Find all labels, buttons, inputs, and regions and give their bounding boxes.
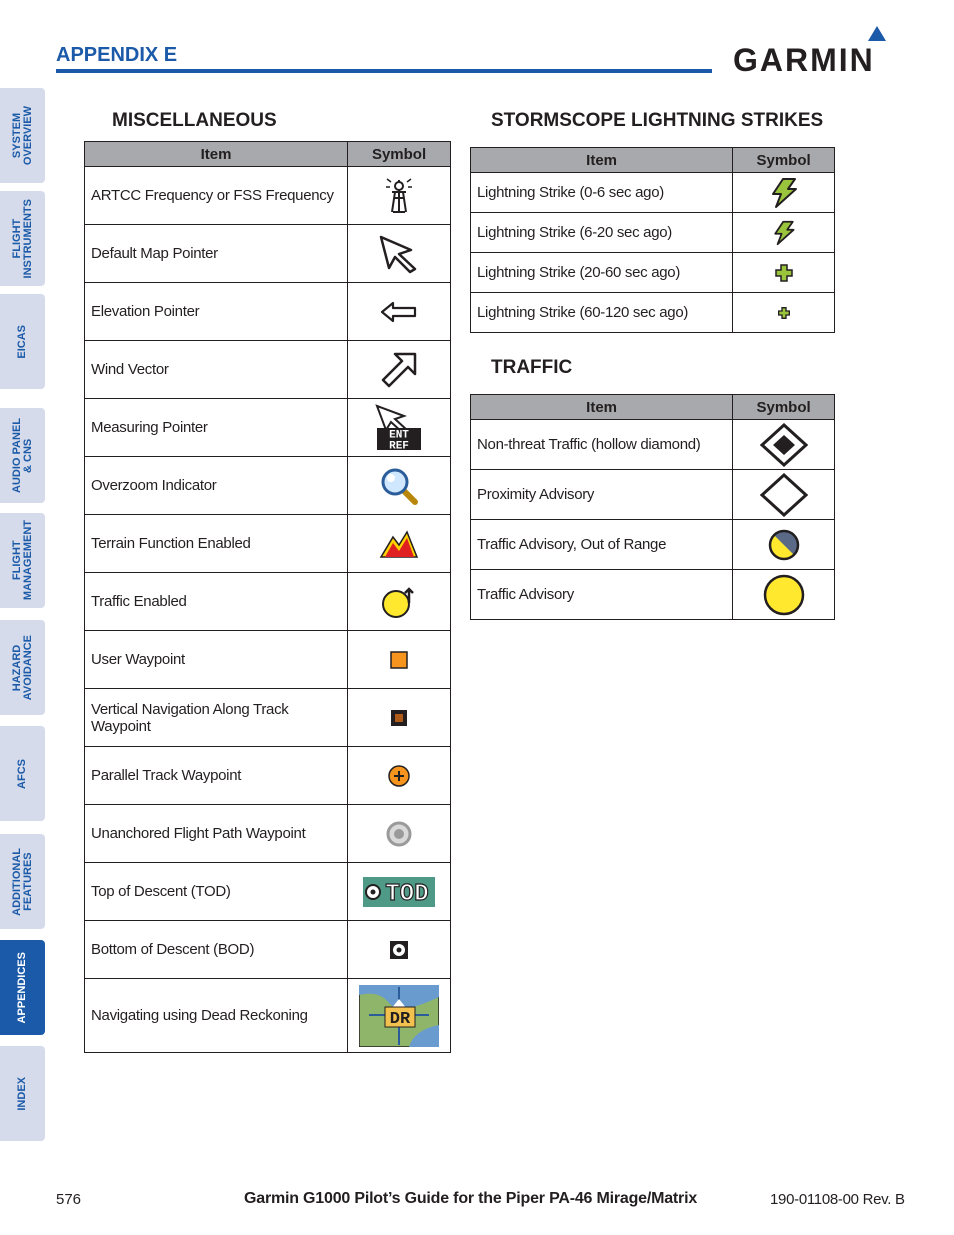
tab-label: AUDIO PANEL & CNS xyxy=(10,418,34,493)
item-cell: Top of Descent (TOD) xyxy=(85,863,348,921)
user-waypoint-icon xyxy=(389,650,409,670)
terrain-icon xyxy=(379,529,419,559)
measuring-text-bottom: REF xyxy=(389,440,409,452)
ta-out-of-range-icon xyxy=(767,528,801,562)
doc-number: 190-01108-00 Rev. B xyxy=(770,1191,905,1208)
logo-triangle-icon xyxy=(867,24,887,42)
tod-text: TOD xyxy=(385,880,429,907)
tab-system-overview[interactable] xyxy=(0,88,45,183)
item-cell: Bottom of Descent (BOD) xyxy=(85,921,348,979)
item-cell: Traffic Enabled xyxy=(85,573,348,631)
tab-appendices[interactable] xyxy=(0,940,45,1035)
garmin-logo xyxy=(733,24,899,76)
col-header-symbol: Symbol xyxy=(733,148,835,173)
table-row xyxy=(471,293,835,333)
item-cell: Wind Vector xyxy=(85,341,348,399)
traffic-section-title: TRAFFIC xyxy=(491,357,573,378)
tab-label: EICAS xyxy=(16,324,28,359)
col-header-symbol: Symbol xyxy=(733,395,835,420)
plus-small-icon xyxy=(778,307,790,319)
tab-label: INDEX xyxy=(16,1076,28,1111)
table-row xyxy=(471,470,835,520)
map-pointer-arrow-icon xyxy=(377,234,421,274)
table-row xyxy=(471,213,835,253)
table-row xyxy=(85,747,451,805)
table-row xyxy=(471,520,835,570)
table-row xyxy=(471,173,835,213)
item-cell: User Waypoint xyxy=(85,631,348,689)
nonthreat-diamond-icon xyxy=(760,423,808,467)
item-cell: Lightning Strike (20-60 sec ago) xyxy=(471,253,733,293)
table-row xyxy=(85,457,451,515)
tab-label: AFCS xyxy=(16,758,28,789)
dead-reckoning-icon xyxy=(359,985,439,1047)
artcc-tower-icon xyxy=(384,176,414,216)
table-row xyxy=(85,689,451,747)
tab-label: FLIGHT MANAGEMENT xyxy=(10,520,34,601)
item-cell: Measuring Pointer xyxy=(85,399,348,457)
col-header-item: Item xyxy=(471,395,733,420)
table-row xyxy=(85,341,451,399)
item-cell: Proximity Advisory xyxy=(471,470,733,520)
item-cell: Vertical Navigation Along Track Waypoint xyxy=(85,689,348,747)
table-row xyxy=(471,420,835,470)
tab-label: FLIGHT INSTRUMENTS xyxy=(10,198,34,279)
tab-label: HAZARD AVOIDANCE xyxy=(10,634,34,701)
stormscope-section-title: STORMSCOPE LIGHTNING STRIKES xyxy=(491,110,824,131)
tab-flight-management[interactable] xyxy=(0,513,45,608)
tab-flight-instruments[interactable] xyxy=(0,191,45,286)
bod-icon xyxy=(389,940,409,960)
tab-afcs[interactable] xyxy=(0,726,45,821)
footer-title: Garmin G1000 Pilot’s Guide for the Piper PA-46 Mirage/Matrix xyxy=(244,1190,698,1207)
page-number: 576 xyxy=(56,1191,82,1208)
traffic-table xyxy=(470,394,835,620)
tab-eicas[interactable] xyxy=(0,294,45,389)
vnav-waypoint-icon xyxy=(389,708,409,728)
table-row xyxy=(471,570,835,620)
table-row xyxy=(85,979,451,1053)
measuring-text-top: ENT xyxy=(389,429,409,441)
item-cell: Parallel Track Waypoint xyxy=(85,747,348,805)
item-cell: Lightning Strike (6-20 sec ago) xyxy=(471,213,733,253)
lightning-large-icon xyxy=(769,177,799,209)
col-header-symbol: Symbol xyxy=(348,142,451,167)
table-row xyxy=(85,167,451,225)
tab-label: ADDITIONAL FEATURES xyxy=(10,847,34,916)
item-cell: ARTCC Frequency or FSS Frequency xyxy=(85,167,348,225)
tab-label: SYSTEM OVERVIEW xyxy=(10,105,34,166)
elevation-pointer-icon xyxy=(379,300,419,324)
parallel-track-waypoint-icon xyxy=(387,764,411,788)
col-header-item: Item xyxy=(471,148,733,173)
measuring-pointer-icon xyxy=(374,404,424,452)
table-row xyxy=(85,515,451,573)
misc-table xyxy=(84,141,451,1053)
tab-label: APPENDICES xyxy=(16,951,28,1024)
table-row xyxy=(85,863,451,921)
magnifier-icon xyxy=(379,466,419,506)
col-header-item: Item xyxy=(85,142,348,167)
traffic-advisory-circle-icon xyxy=(760,574,808,616)
logo-text: GARMIN xyxy=(733,42,875,78)
table-row xyxy=(85,921,451,979)
item-cell: Traffic Advisory, Out of Range xyxy=(471,520,733,570)
table-row xyxy=(471,253,835,293)
item-cell: Navigating using Dead Reckoning xyxy=(85,979,348,1053)
table-row xyxy=(85,283,451,341)
tab-index[interactable] xyxy=(0,1046,45,1141)
item-cell: Unanchored Flight Path Waypoint xyxy=(85,805,348,863)
tab-hazard-avoidance[interactable] xyxy=(0,620,45,715)
traffic-enabled-icon xyxy=(379,585,419,619)
stormscope-table xyxy=(470,147,835,333)
item-cell: Non-threat Traffic (hollow diamond) xyxy=(471,420,733,470)
tab-audio-panel[interactable] xyxy=(0,408,45,503)
misc-section-title: MISCELLANEOUS xyxy=(112,110,277,131)
item-cell: Lightning Strike (0-6 sec ago) xyxy=(471,173,733,213)
lightning-small-icon xyxy=(772,220,796,246)
appendix-title: APPENDIX E xyxy=(56,44,178,66)
table-row xyxy=(85,805,451,863)
header-rule xyxy=(56,69,712,73)
wind-vector-arrow-icon xyxy=(379,350,419,390)
tod-icon xyxy=(363,877,435,907)
table-row xyxy=(85,225,451,283)
tab-additional-features[interactable] xyxy=(0,834,45,929)
unanchored-waypoint-icon xyxy=(385,820,413,848)
plus-large-icon xyxy=(775,264,793,282)
item-cell: Elevation Pointer xyxy=(85,283,348,341)
table-row xyxy=(85,631,451,689)
item-cell: Terrain Function Enabled xyxy=(85,515,348,573)
proximity-diamond-icon xyxy=(760,473,808,517)
item-cell: Traffic Advisory xyxy=(471,570,733,620)
item-cell: Lightning Strike (60-120 sec ago) xyxy=(471,293,733,333)
table-row xyxy=(85,399,451,457)
item-cell: Overzoom Indicator xyxy=(85,457,348,515)
table-row xyxy=(85,573,451,631)
item-cell: Default Map Pointer xyxy=(85,225,348,283)
dr-text: DR xyxy=(389,1009,411,1029)
